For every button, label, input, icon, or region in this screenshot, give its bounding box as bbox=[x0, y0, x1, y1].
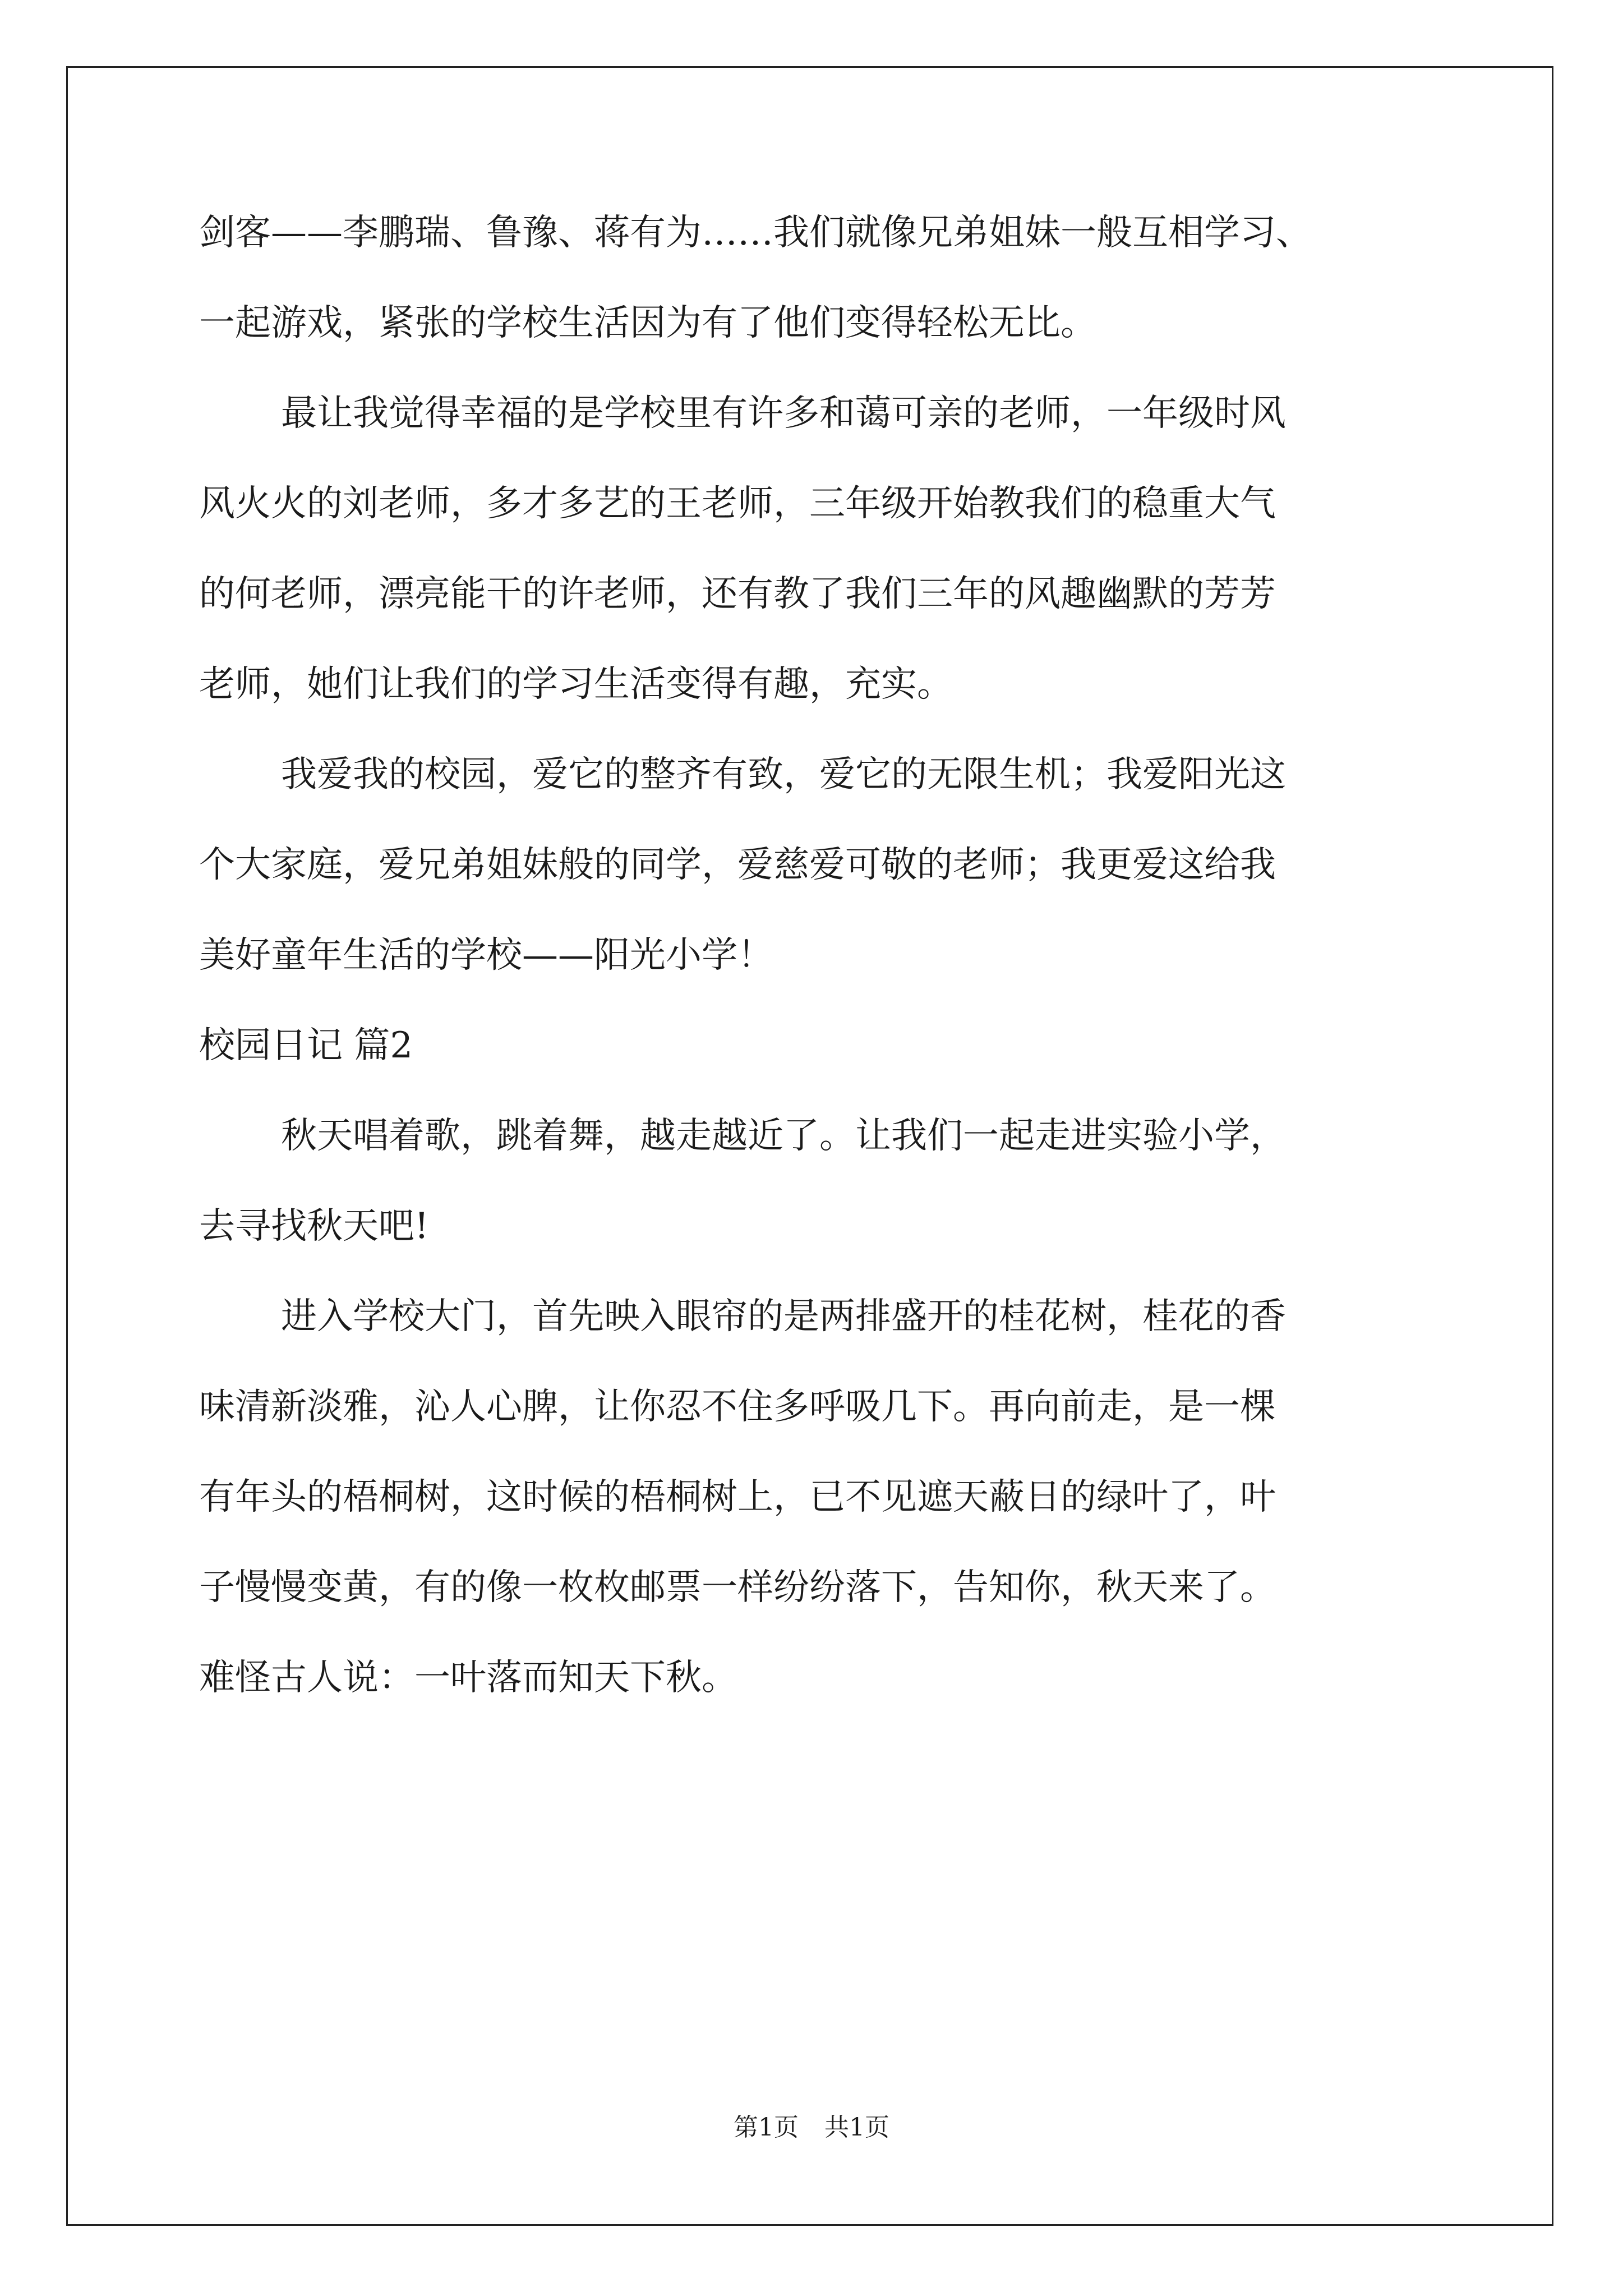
text-line: 一起游戏，紧张的学校生活因为有了他们变得轻松无比。 bbox=[199, 303, 1096, 343]
document-body bbox=[199, 213, 1455, 1749]
text-line: 味清新淡雅，沁人心脾，让你忍不住多呼吸几下。再向前走，是一棵 bbox=[199, 1387, 1276, 1427]
text-line: 子慢慢变黄，有的像一枚枚邮票一样纷纷落下，告知你，秋天来了。 bbox=[199, 1568, 1276, 1607]
text-line: 美好童年生活的学校——阳光小学！ bbox=[199, 936, 773, 975]
paragraph-start-line: 秋天唱着歌，跳着舞，越走越近了。让我们一起走进实验小学， bbox=[281, 1116, 1286, 1156]
page-total: 共1页 bbox=[824, 2113, 889, 2142]
text-line: 个大家庭，爱兄弟姐妹般的同学，爱慈爱可敬的老师；我更爱这给我 bbox=[199, 845, 1276, 885]
text-line: 有年头的梧桐树，这时候的梧桐树上，已不见遮天蔽日的绿叶了，叶 bbox=[199, 1478, 1276, 1517]
text-line: 去寻找秋天吧! bbox=[199, 1207, 429, 1246]
page-number: 第1页 bbox=[734, 2113, 799, 2142]
paragraph-start-line: 我爱我的校园，爱它的整齐有致，爱它的无限生机；我爱阳光这 bbox=[281, 755, 1286, 794]
page-footer bbox=[0, 2114, 1623, 2142]
paragraph-start-line: 进入学校大门，首先映入眼帘的是两排盛开的桂花树，桂花的香 bbox=[281, 1297, 1286, 1336]
text-line: 老师，她们让我们的学习生活变得有趣，充实。 bbox=[199, 665, 953, 704]
paragraph-start-line: 最让我觉得幸福的是学校里有许多和蔼可亲的老师，一年级时风 bbox=[281, 394, 1286, 433]
text-line: 难怪古人说：一叶落而知天下秋。 bbox=[199, 1658, 737, 1697]
text-line: 的何老师，漂亮能干的许老师，还有教了我们三年的风趣幽默的芳芳 bbox=[199, 574, 1276, 614]
text-line: 剑客——李鹏瑞、鲁豫、蒋有为……我们就像兄弟姐妹一般互相学习、 bbox=[199, 213, 1312, 252]
text-line: 风火火的刘老师，多才多艺的王老师，三年级开始教我们的稳重大气 bbox=[199, 484, 1276, 523]
section-heading: 校园日记 篇2 bbox=[199, 1025, 413, 1066]
